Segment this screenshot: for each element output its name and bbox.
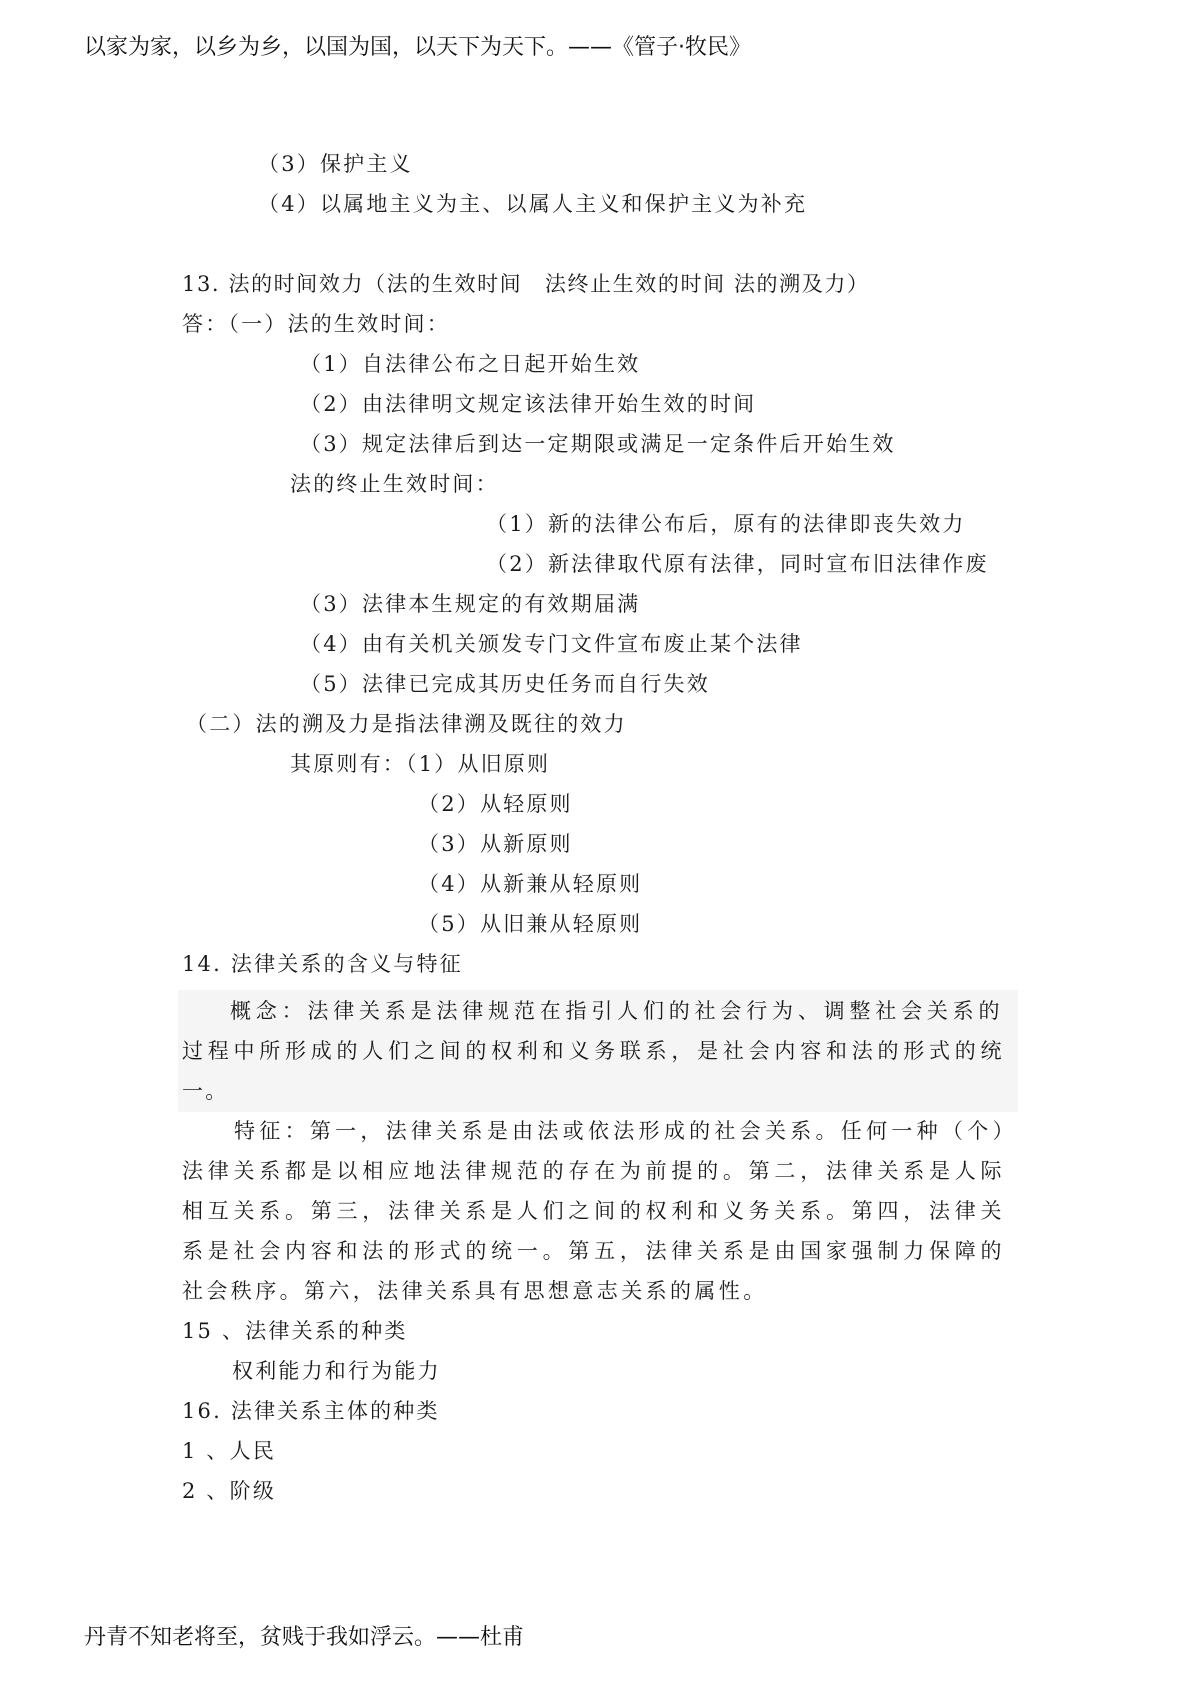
feature-line-3: 相互关系。第三，法律关系是人们之间的权利和义务关系。第四，法律关 (182, 1199, 1002, 1223)
text-line: （3）保护主义 (258, 152, 413, 176)
text-line: 权利能力和行为能力 (232, 1359, 441, 1383)
text-line: （5）法律已完成其历史任务而自行失效 (300, 672, 710, 696)
list-item: 1 、人民 (182, 1439, 277, 1463)
feature-line-1: 特征：第一，法律关系是由法或依法形成的社会关系。任何一种（个） (234, 1119, 1014, 1143)
section-heading-13: 13. 法的时间效力（法的生效时间 法终止生效的时间 法的溯及力） (182, 272, 870, 296)
feature-line-4: 系是社会内容和法的形式的统一。第五，法律关系是由国家强制力保障的 (182, 1239, 1002, 1263)
text-line: （2）由法律明文规定该法律开始生效的时间 (300, 392, 757, 416)
section-heading-14: 14. 法律关系的含义与特征 (182, 952, 463, 976)
text-line: 其原则有：（1）从旧原则 (290, 752, 551, 776)
text-line: （4）由有关机关颁发专门文件宣布废止某个法律 (300, 632, 803, 656)
feature-line-5: 社会秩序。第六，法律关系具有思想意志关系的属性。 (182, 1279, 768, 1303)
text-line: （2）从轻原则 (418, 792, 573, 816)
text-line: （3）法律本生规定的有效期届满 (300, 592, 641, 616)
text-line: 法的终止生效时间： (290, 472, 499, 496)
text-line: （1）新的法律公布后，原有的法律即丧失效力 (486, 512, 966, 536)
list-item: 2 、阶级 (182, 1479, 277, 1503)
text-line: （5）从旧兼从轻原则 (418, 912, 643, 936)
text-line: （3）规定法律后到达一定期限或满足一定条件后开始生效 (300, 432, 896, 456)
text-line: （3）从新原则 (418, 832, 573, 856)
text-line: （4）从新兼从轻原则 (418, 872, 643, 896)
concept-line-2: 过程中所形成的人们之间的权利和义务联系，是社会内容和法的形式的统 (182, 1039, 1002, 1063)
text-line: （2）新法律取代原有法律，同时宣布旧法律作废 (486, 552, 989, 576)
concept-line-3: 一。 (182, 1079, 229, 1103)
answer-line: 答：（一）法的生效时间： (182, 312, 450, 336)
concept-line-1: 概念：法律关系是法律规范在指引人们的社会行为、调整社会关系的 (230, 999, 1000, 1023)
text-line: （4）以属地主义为主、以属人主义和保护主义为补充 (258, 192, 808, 216)
text-line: （1）自法律公布之日起开始生效 (300, 352, 641, 376)
feature-line-2: 法律关系都是以相应地法律规范的存在为前提的。第二，法律关系是人际 (182, 1159, 1002, 1183)
text-line: （二）法的溯及力是指法律溯及既往的效力 (186, 712, 627, 736)
footer-quote: 丹青不知老将至，贫贱于我如浮云。——杜甫 (84, 1625, 525, 1650)
section-heading-16: 16. 法律关系主体的种类 (182, 1399, 440, 1423)
section-heading-15: 15 、法律关系的种类 (182, 1319, 408, 1343)
header-quote: 以家为家，以乡为乡，以国为国，以天下为天下。——《管子·牧民》 (84, 35, 751, 60)
